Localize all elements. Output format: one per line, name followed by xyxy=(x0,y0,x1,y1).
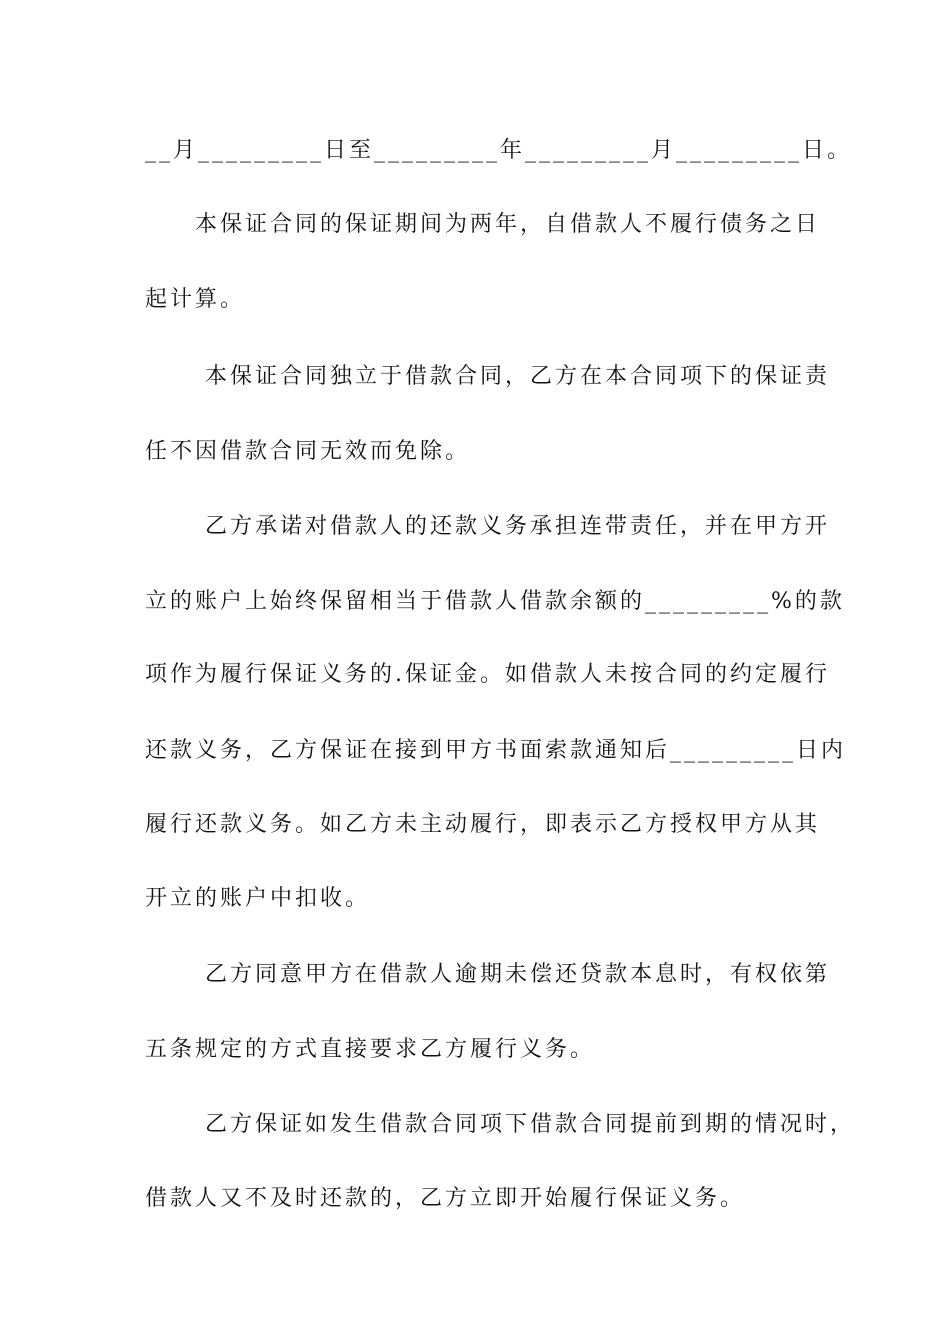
text-line-early-maturity-cont: 借款人又不及时还款的，乙方立即开始履行保证义务。 xyxy=(145,1186,746,1211)
text-line-overdue-cont: 五条规定的方式直接要求乙方履行义务。 xyxy=(145,1037,596,1062)
text-line-joint-liability: 乙方承诺对借款人的还款义务承担连带责任，并在甲方开 xyxy=(205,514,831,539)
text-line-deposit-ratio: 立的账户上始终保留相当于借款人借款余额的_________%的款 xyxy=(145,589,845,614)
text-line-authorization: 履行还款义务。如乙方未主动履行，即表示乙方授权甲方从其 xyxy=(145,812,821,837)
text-line-early-maturity: 乙方保证如发生借款合同项下借款合同提前到期的情况时， xyxy=(205,1112,856,1137)
text-line-repayment-days: 还款义务，乙方保证在接到甲方书面索款通知后_________日内 xyxy=(145,738,847,763)
text-line-overdue: 乙方同意甲方在借款人逾期未偿还贷款本息时，有权依第 xyxy=(205,962,831,987)
text-line-deposit-purpose: 项作为履行保证义务的.保证金。如借款人未按合同的约定履行 xyxy=(145,662,830,687)
text-line-independence: 本保证合同独立于借款合同，乙方在本合同项下的保证责 xyxy=(205,364,831,389)
text-line-independence-cont: 任不因借款合同无效而免除。 xyxy=(145,439,471,464)
text-line-guarantee-period: 本保证合同的保证期间为两年，自借款人不履行债务之日 xyxy=(195,212,821,237)
text-line-date-range: __月_________日至_________年_________月_________日。 xyxy=(145,138,853,163)
text-line-deduction: 开立的账户中扣收。 xyxy=(145,886,371,911)
text-line-guarantee-period-cont: 起计算。 xyxy=(145,287,246,312)
